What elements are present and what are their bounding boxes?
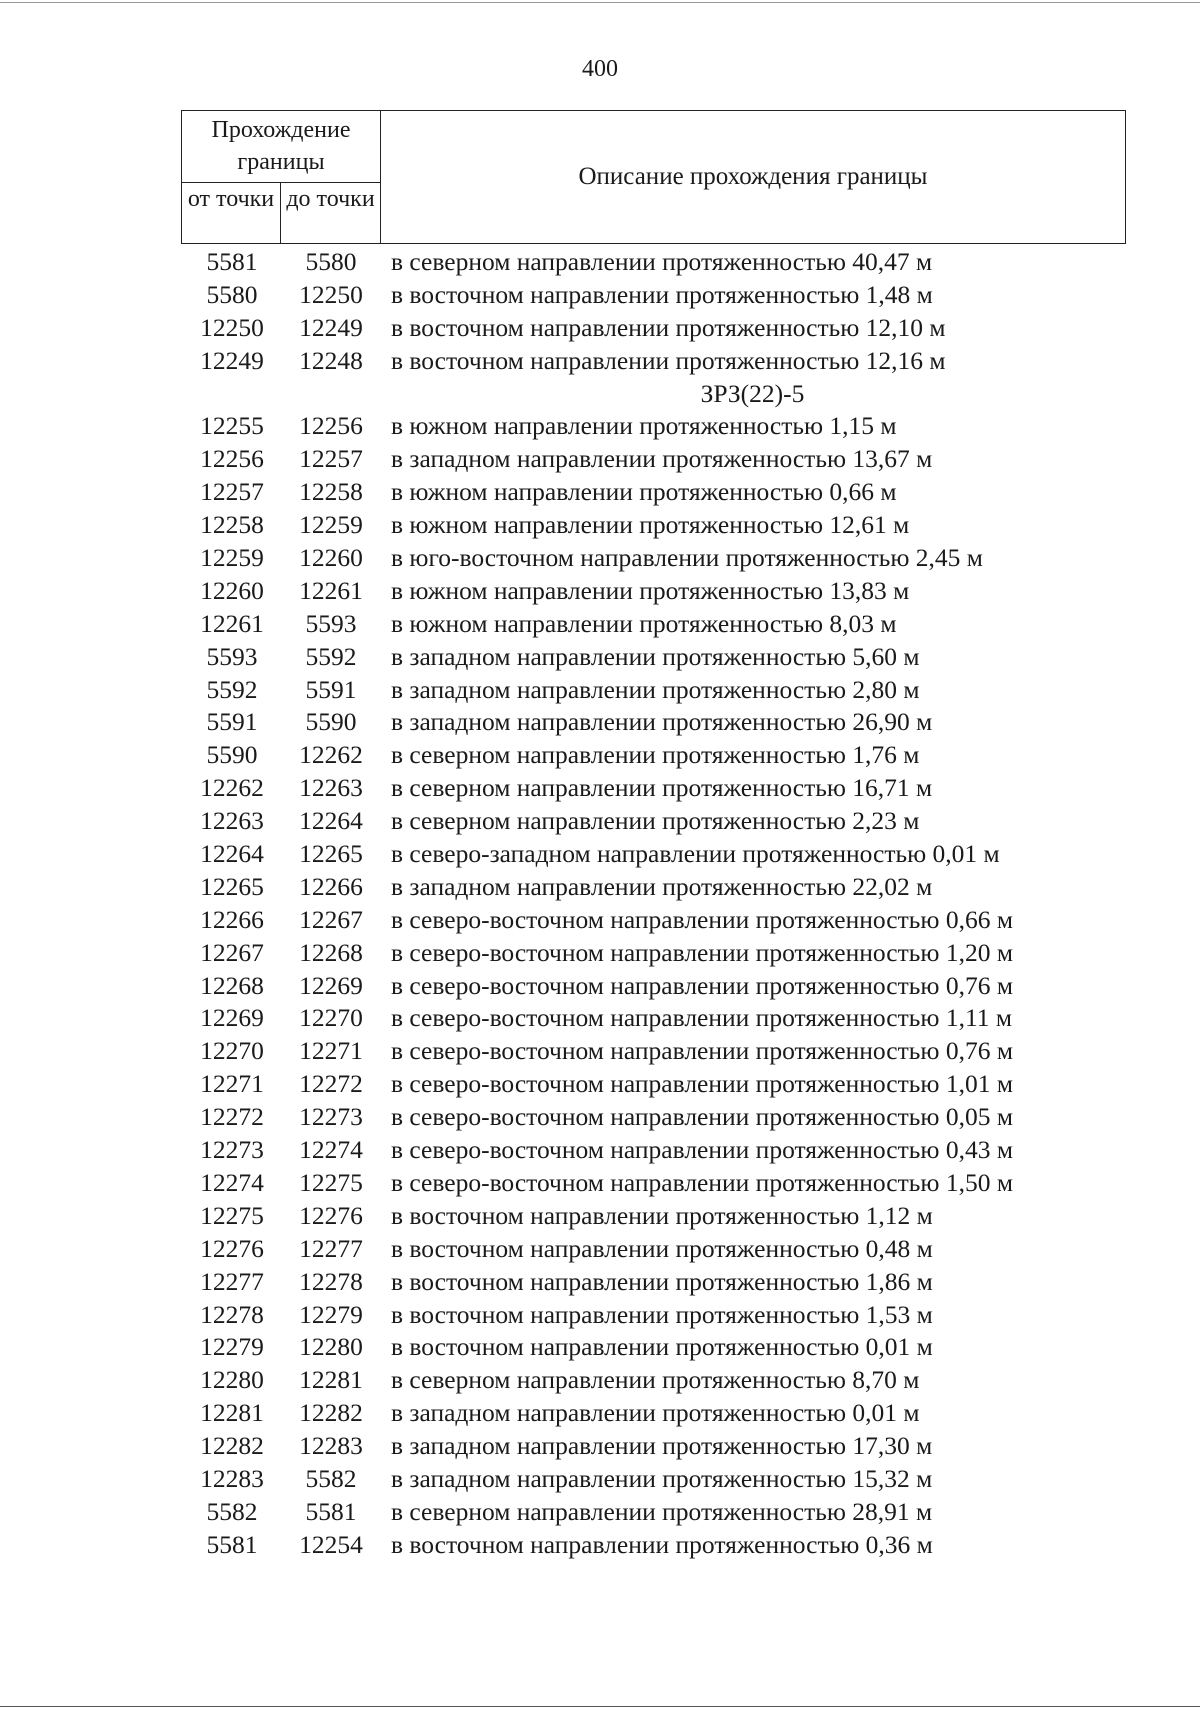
- from-point-cell: 5590: [206, 740, 258, 770]
- description-cell: в восточном направлении протяженностью 0,48 м: [391, 1233, 933, 1263]
- from-point-cell: 12271: [200, 1069, 264, 1099]
- to-point-cell: 12274: [299, 1135, 363, 1165]
- boundary-table-body: [0, 246, 1200, 1562]
- from-point-cell: 12273: [200, 1135, 264, 1165]
- table-row: [0, 805, 1200, 838]
- description-cell: в северном направлении протяженностью 28,91 м: [391, 1496, 933, 1526]
- from-point-cell: 12256: [200, 444, 264, 474]
- description-cell: в северо-восточном направлении протяженностью 0,05 м: [391, 1102, 1013, 1132]
- description-cell: в восточном направлении протяженностью 1,86 м: [391, 1266, 933, 1296]
- table-row: [0, 1496, 1200, 1529]
- from-point-cell: 12264: [200, 839, 264, 869]
- to-point-cell: 12270: [299, 1003, 363, 1033]
- from-point-cell: 12259: [200, 543, 264, 573]
- description-cell: в северном направлении протяженностью 8,70 м: [391, 1365, 920, 1395]
- table-row: [0, 1068, 1200, 1101]
- top-scan-edge: [0, 2, 1200, 3]
- to-point-cell: 12266: [299, 871, 363, 901]
- header-from-point: от точки: [182, 183, 281, 244]
- table-row: [0, 871, 1200, 904]
- to-point-cell: 12264: [299, 806, 363, 836]
- to-point-cell: 12257: [299, 444, 363, 474]
- from-point-cell: 12261: [200, 608, 264, 638]
- description-cell: в восточном направлении протяженностью 1,48 м: [391, 279, 933, 309]
- description-cell: в северо-восточном направлении протяженностью 0,76 м: [391, 1036, 1013, 1066]
- table-row: [0, 1002, 1200, 1035]
- to-point-cell: 12256: [299, 411, 363, 441]
- description-cell: в восточном направлении протяженностью 0,01 м: [391, 1332, 933, 1362]
- to-point-cell: 12262: [299, 740, 363, 770]
- table-row: [0, 1266, 1200, 1299]
- to-point-cell: 5591: [305, 674, 357, 704]
- table-header: [181, 110, 1126, 244]
- table-row: [0, 1331, 1200, 1364]
- from-point-cell: 12267: [200, 937, 264, 967]
- from-point-cell: 12263: [200, 806, 264, 836]
- from-point-cell: 12270: [200, 1036, 264, 1066]
- description-cell: в южном направлении протяженностью 1,15 м: [391, 411, 897, 441]
- from-point-cell: 12277: [200, 1266, 264, 1296]
- from-point-cell: 12257: [200, 477, 264, 507]
- from-point-cell: 12269: [200, 1003, 264, 1033]
- from-point-cell: 5581: [206, 1529, 258, 1559]
- from-point-cell: 12274: [200, 1167, 264, 1197]
- from-point-cell: 12283: [200, 1463, 264, 1493]
- to-point-cell: 12260: [299, 543, 363, 573]
- table-row: [0, 1101, 1200, 1134]
- table-row: [0, 838, 1200, 871]
- description-cell: в северо-восточном направлении протяженностью 0,76 м: [391, 970, 1013, 1000]
- to-point-cell: 12261: [299, 575, 363, 605]
- to-point-cell: 12276: [299, 1200, 363, 1230]
- table-row: [0, 1233, 1200, 1266]
- description-cell: в северо-восточном направлении протяженностью 1,11 м: [391, 1003, 1013, 1033]
- description-cell: в северном направлении протяженностью 1,76 м: [391, 740, 920, 770]
- description-cell: в южном направлении протяженностью 8,03 м: [391, 608, 897, 638]
- table-row: [0, 1463, 1200, 1496]
- description-cell: в южном направлении протяженностью 12,61 м: [391, 510, 910, 540]
- table-row: [0, 476, 1200, 509]
- table-row: [0, 1529, 1200, 1562]
- description-cell: в западном направлении протяженностью 0,01 м: [391, 1398, 920, 1428]
- table-row: [0, 443, 1200, 476]
- description-cell: в восточном направлении протяженностью 1,12 м: [391, 1200, 933, 1230]
- from-point-cell: 12249: [200, 345, 264, 375]
- description-cell: в западном направлении протяженностью 5,60 м: [391, 641, 920, 671]
- from-point-cell: 12280: [200, 1365, 264, 1395]
- table-row: [0, 1430, 1200, 1463]
- table-row: [0, 345, 1200, 378]
- to-point-cell: 12283: [299, 1431, 363, 1461]
- table-row: [0, 246, 1200, 279]
- to-point-cell: 5590: [305, 707, 357, 737]
- table-row: [0, 1167, 1200, 1200]
- table-row: [0, 575, 1200, 608]
- from-point-cell: 12250: [200, 312, 264, 342]
- description-cell: в восточном направлении протяженностью 0,36 м: [391, 1529, 933, 1559]
- description-cell: в западном направлении протяженностью 17,30 м: [391, 1431, 933, 1461]
- table-row: [0, 1397, 1200, 1430]
- from-point-cell: 12281: [200, 1398, 264, 1428]
- table-row: [0, 410, 1200, 443]
- to-point-cell: 12272: [299, 1069, 363, 1099]
- to-point-cell: 12263: [299, 773, 363, 803]
- description-cell: в восточном направлении протяженностью 12,16 м: [391, 345, 946, 375]
- description-cell: в южном направлении протяженностью 0,66 м: [391, 477, 897, 507]
- table-row: [0, 312, 1200, 345]
- table-row: [0, 904, 1200, 937]
- description-cell: в северо-восточном направлении протяженностью 1,50 м: [391, 1167, 1013, 1197]
- to-point-cell: 12281: [299, 1365, 363, 1395]
- description-cell: в северо-западном направлении протяженностью 0,01 м: [391, 839, 1000, 869]
- description-cell: в северном направлении протяженностью 16,71 м: [391, 773, 933, 803]
- from-point-cell: 5582: [206, 1496, 258, 1526]
- description-cell: в восточном направлении протяженностью 1,53 м: [391, 1299, 933, 1329]
- description-cell: в северном направлении протяженностью 2,23 м: [391, 806, 920, 836]
- from-point-cell: 12272: [200, 1102, 264, 1132]
- description-cell: в юго-восточном направлении протяженностью 2,45 м: [391, 543, 983, 573]
- table-row: [0, 739, 1200, 772]
- from-point-cell: 12282: [200, 1431, 264, 1461]
- to-point-cell: 12248: [299, 345, 363, 375]
- from-point-cell: 12265: [200, 871, 264, 901]
- to-point-cell: 12267: [299, 904, 363, 934]
- table-row: [0, 608, 1200, 641]
- table-row: [0, 279, 1200, 312]
- to-point-cell: 12278: [299, 1266, 363, 1296]
- description-cell: в западном направлении протяженностью 13,67 м: [391, 444, 933, 474]
- header-description: Описание прохождения границы: [578, 163, 928, 190]
- to-point-cell: 12279: [299, 1299, 363, 1329]
- to-point-cell: 5580: [305, 247, 357, 276]
- from-point-cell: 12258: [200, 510, 264, 540]
- to-point-cell: 12268: [299, 937, 363, 967]
- bottom-scan-edge: [0, 1706, 1200, 1707]
- table-row: [0, 674, 1200, 707]
- description-cell: в северо-восточном направлении протяженностью 0,43 м: [391, 1135, 1013, 1165]
- to-point-cell: 12259: [299, 510, 363, 540]
- to-point-cell: 12254: [299, 1529, 363, 1559]
- from-point-cell: 12262: [200, 773, 264, 803]
- from-point-cell: 5592: [206, 674, 258, 704]
- to-point-cell: 12250: [299, 279, 363, 309]
- table-row: [0, 772, 1200, 805]
- description-cell: в западном направлении протяженностью 22,02 м: [391, 871, 933, 901]
- description-cell: в северо-восточном направлении протяженностью 1,01 м: [391, 1069, 1013, 1099]
- description-cell: в западном направлении протяженностью 26,90 м: [391, 707, 933, 737]
- table-row: [0, 542, 1200, 575]
- to-point-cell: 12280: [299, 1332, 363, 1362]
- header-to-point: до точки: [281, 183, 381, 244]
- table-row: [0, 1364, 1200, 1397]
- description-cell: в западном направлении протяженностью 2,80 м: [391, 674, 920, 704]
- to-point-cell: 12275: [299, 1167, 363, 1197]
- to-point-cell: 5593: [305, 608, 357, 638]
- table-row: [0, 509, 1200, 542]
- table-row: [0, 1200, 1200, 1233]
- to-point-cell: 12265: [299, 839, 363, 869]
- from-point-cell: 12279: [200, 1332, 264, 1362]
- to-point-cell: 12249: [299, 312, 363, 342]
- from-point-cell: 5581: [206, 247, 258, 276]
- to-point-cell: 5582: [305, 1463, 357, 1493]
- to-point-cell: 12271: [299, 1036, 363, 1066]
- to-point-cell: 5581: [305, 1496, 357, 1526]
- table-row: [0, 1299, 1200, 1332]
- from-point-cell: 12278: [200, 1299, 264, 1329]
- to-point-cell: 5592: [305, 641, 357, 671]
- to-point-cell: 12273: [299, 1102, 363, 1132]
- table-row: [0, 1134, 1200, 1167]
- from-point-cell: 5593: [206, 641, 258, 671]
- page-number: 400: [582, 56, 618, 82]
- from-point-cell: 5591: [206, 707, 258, 737]
- to-point-cell: 12269: [299, 970, 363, 1000]
- section-title: ЗРЗ(22)-5: [700, 378, 805, 408]
- header-boundary-passage: Прохождение границы: [182, 111, 381, 183]
- from-point-cell: 5580: [206, 279, 258, 309]
- from-point-cell: 12276: [200, 1233, 264, 1263]
- table-row: [0, 641, 1200, 674]
- to-point-cell: 12258: [299, 477, 363, 507]
- from-point-cell: 12260: [200, 575, 264, 605]
- to-point-cell: 12277: [299, 1233, 363, 1263]
- description-cell: в северном направлении протяженностью 40,47 м: [391, 247, 933, 276]
- table-row: [0, 937, 1200, 970]
- description-cell: в южном направлении протяженностью 13,83 м: [391, 575, 910, 605]
- description-cell: в восточном направлении протяженностью 12,10 м: [391, 312, 946, 342]
- from-point-cell: 12268: [200, 970, 264, 1000]
- from-point-cell: 12275: [200, 1200, 264, 1230]
- to-point-cell: 12282: [299, 1398, 363, 1428]
- table-row: [0, 1035, 1200, 1068]
- section-title-row: [0, 378, 1200, 411]
- from-point-cell: 12266: [200, 904, 264, 934]
- description-cell: в северо-восточном направлении протяженностью 1,20 м: [391, 937, 1013, 967]
- from-point-cell: 12255: [200, 411, 264, 441]
- description-cell: в западном направлении протяженностью 15,32 м: [391, 1463, 933, 1493]
- table-row: [0, 706, 1200, 739]
- table-row: [0, 970, 1200, 1003]
- description-cell: в северо-восточном направлении протяженностью 0,66 м: [391, 904, 1013, 934]
